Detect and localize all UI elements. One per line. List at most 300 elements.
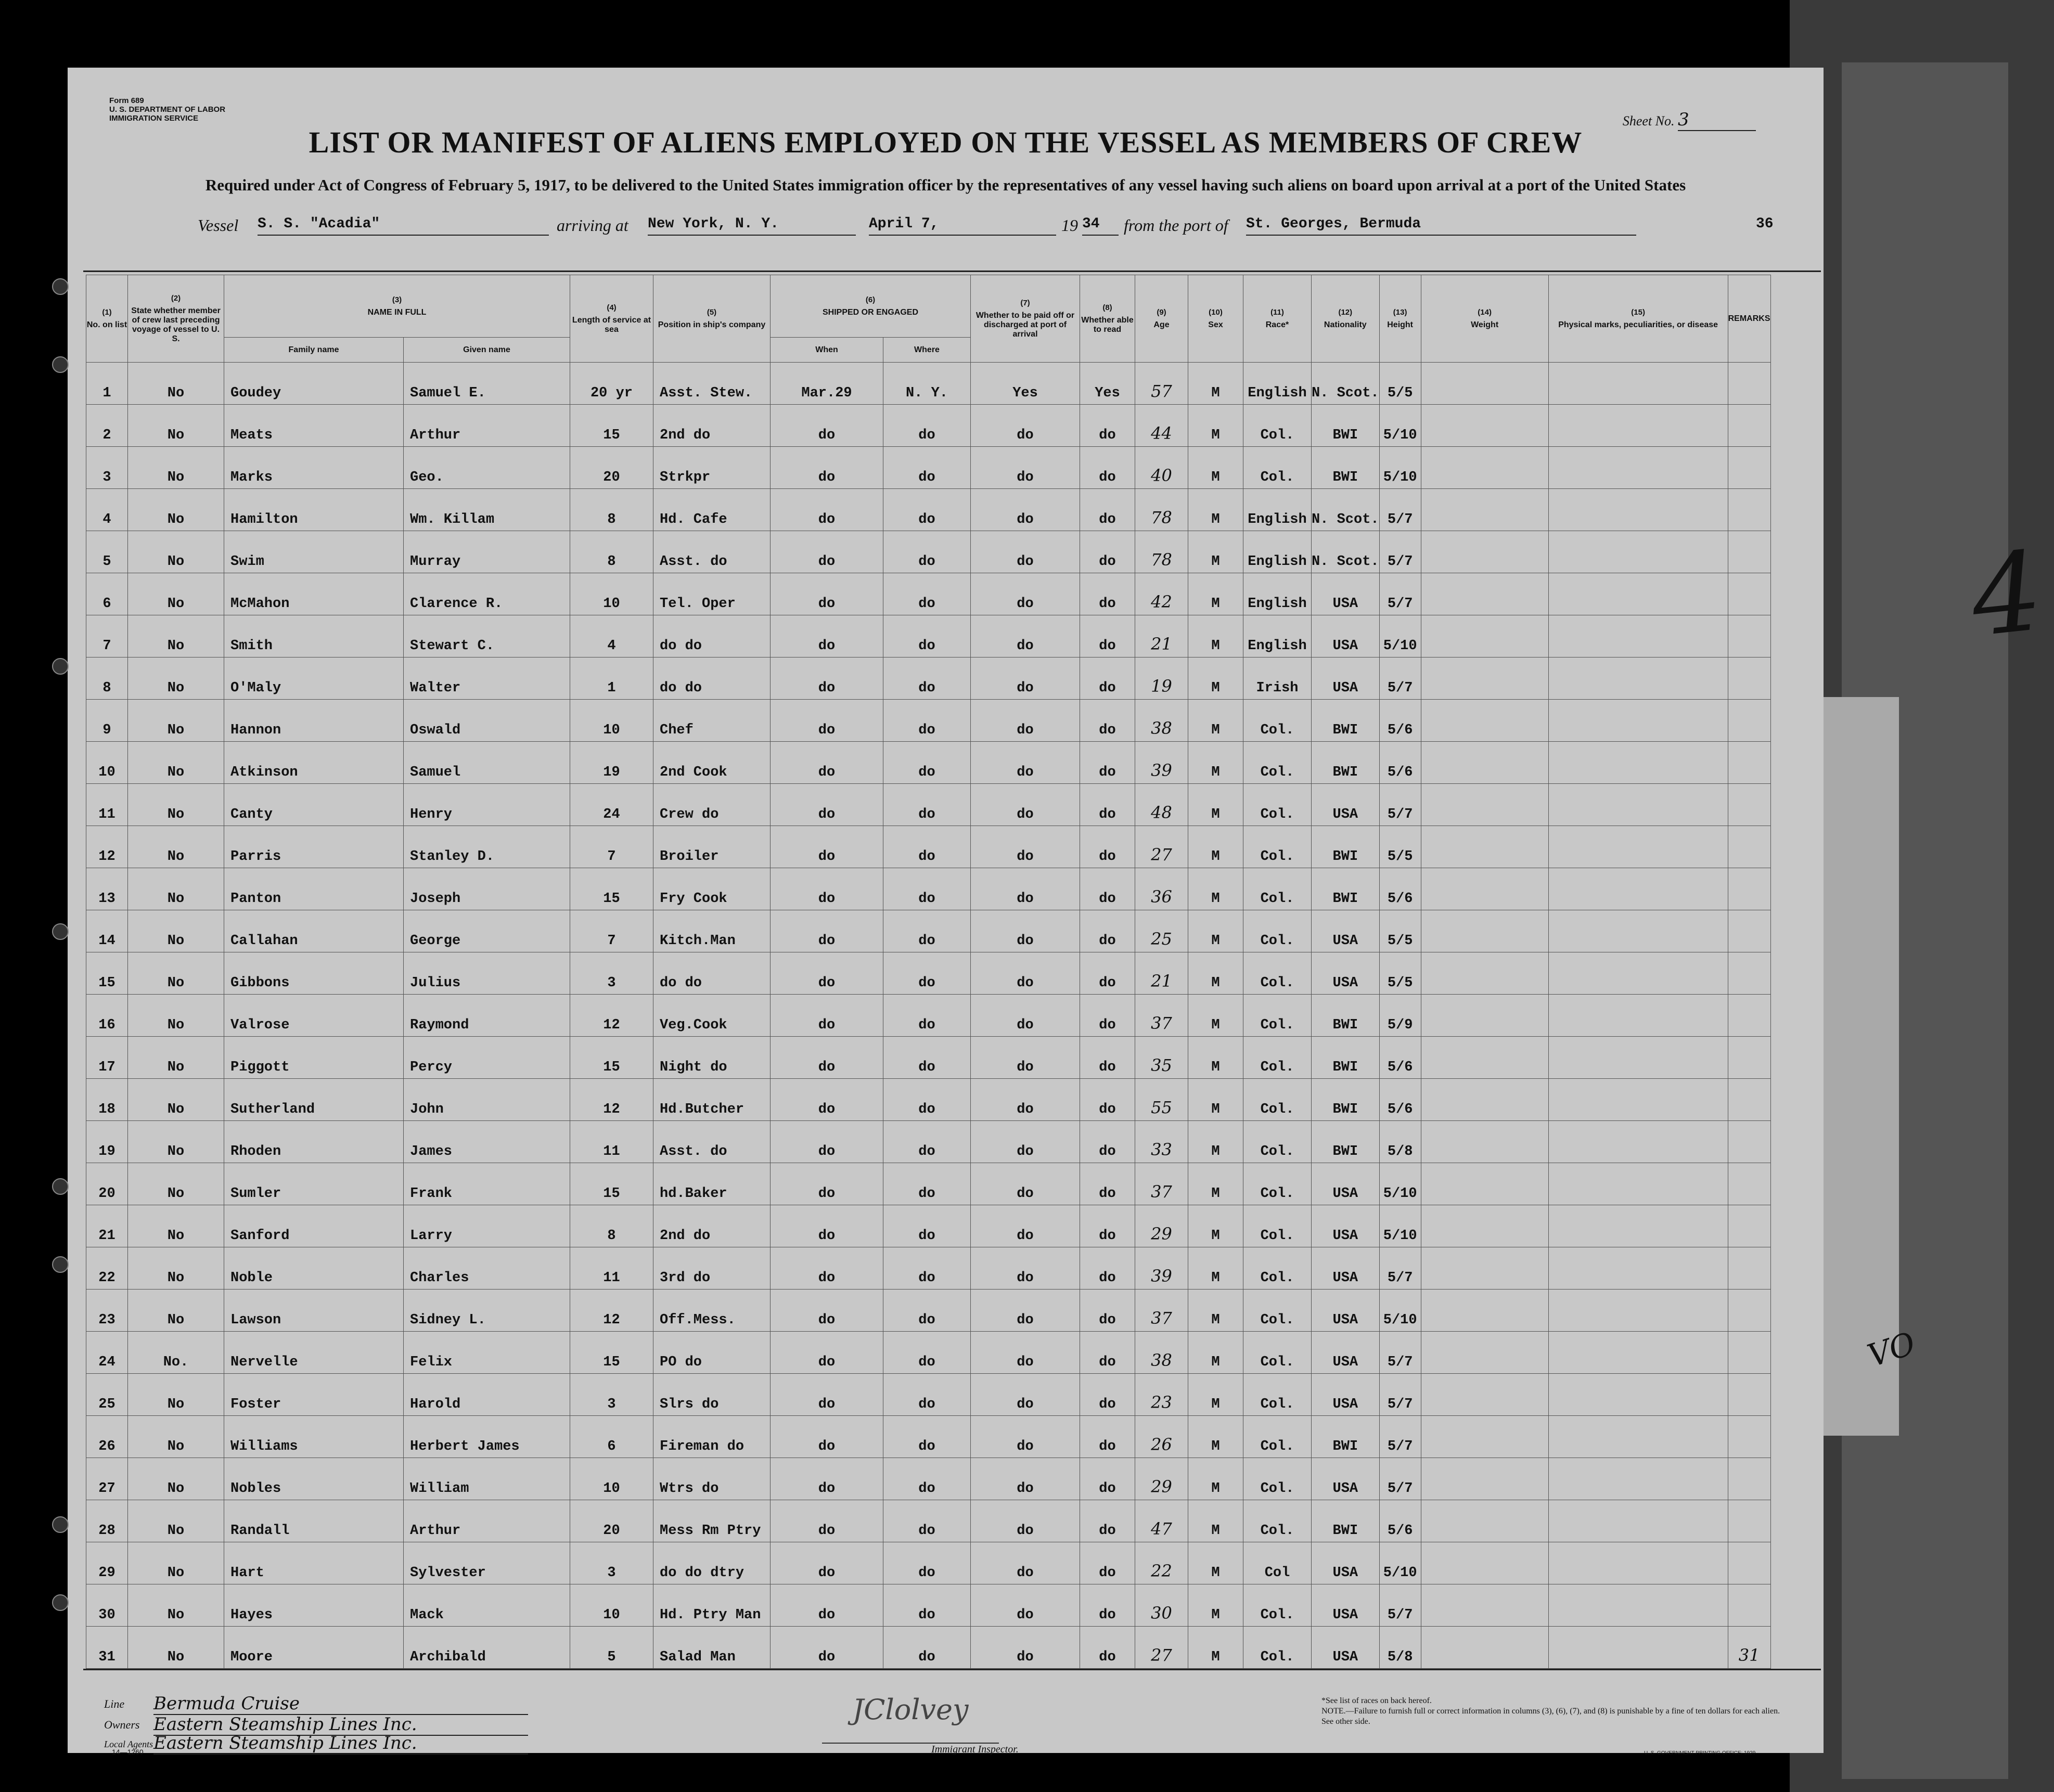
cell-sex: M [1188,784,1243,826]
cell-row-number: 7 [86,615,128,658]
cell-remarks [1728,1079,1770,1121]
cell-position: Asst. do [653,1121,771,1163]
cell-height: 5/6 [1379,1079,1421,1121]
cell-sex: M [1188,363,1243,405]
binder-hole [52,1178,69,1195]
cell-shipped-when: do [771,995,883,1037]
cell-row-number: 13 [86,868,128,910]
cell-race: Col. [1243,1037,1312,1079]
cell-shipped-when: do [771,1332,883,1374]
cell-shipped-when: do [771,1584,883,1627]
cell-shipped-when: do [771,1627,883,1669]
cell-physical-marks [1548,1458,1728,1500]
cell-family-name: Nobles [224,1458,404,1500]
cell-family-name: Nervelle [224,1332,404,1374]
cell-previous-voyage: No. [128,1332,224,1374]
binder-hole [52,356,69,373]
cell-remarks [1728,1374,1770,1416]
cell-physical-marks [1548,615,1728,658]
cell-service-length: 3 [570,1542,653,1584]
table-row [86,868,1771,910]
cell-shipped-when: do [771,405,883,447]
cell-nationality: USA [1312,1163,1380,1205]
cell-physical-marks [1548,1584,1728,1627]
cell-remarks [1728,868,1770,910]
cell-family-name: Hannon [224,700,404,742]
cell-previous-voyage: No [128,489,224,531]
cell-age: 23 [1135,1374,1188,1416]
cell-nationality: N. Scot. [1312,531,1380,573]
cell-race: English [1243,615,1312,658]
col-header-remarks: REMARKS [1728,275,1770,363]
col-header-height: (13) Height [1379,275,1421,363]
cell-race: Col. [1243,1163,1312,1205]
cell-service-length: 10 [570,1458,653,1500]
cell-height: 5/6 [1379,1500,1421,1542]
cell-race: Col. [1243,1332,1312,1374]
arrival-date: April 7, [869,216,1056,236]
cell-service-length: 20 [570,447,653,489]
bottom-rule [83,1669,1821,1670]
cell-weight [1421,952,1548,995]
cell-given-name: Clarence R. [404,573,570,615]
cell-position: Night do [653,1037,771,1079]
cell-row-number: 29 [86,1542,128,1584]
cell-nationality: N. Scot. [1312,489,1380,531]
cell-position: Hd. Cafe [653,489,771,531]
cell-age: 21 [1135,952,1188,995]
cell-given-name: Sylvester [404,1542,570,1584]
cell-sex: M [1188,405,1243,447]
cell-previous-voyage: No [128,1205,224,1247]
cell-race: Col. [1243,868,1312,910]
cell-sex: M [1188,910,1243,952]
cell-height: 5/6 [1379,700,1421,742]
cell-nationality: BWI [1312,700,1380,742]
cell-height: 5/10 [1379,615,1421,658]
cell-sex: M [1188,615,1243,658]
cell-family-name: Hamilton [224,489,404,531]
cell-service-length: 10 [570,573,653,615]
agents-label: Local Agents [104,1739,153,1749]
cell-able-to-read: do [1080,700,1135,742]
cell-height: 5/10 [1379,447,1421,489]
cell-shipped-where: do [883,1332,971,1374]
cell-physical-marks [1548,700,1728,742]
cell-weight [1421,742,1548,784]
cell-shipped-where: do [883,742,971,784]
cell-paid-off: do [971,1500,1080,1542]
cell-shipped-where: do [883,531,971,573]
cell-shipped-where: do [883,447,971,489]
cell-race: Col. [1243,952,1312,995]
cell-age: 29 [1135,1205,1188,1247]
cell-sex: M [1188,700,1243,742]
table-row [86,531,1771,573]
cell-weight [1421,1584,1548,1627]
cell-service-length: 12 [570,995,653,1037]
cell-sex: M [1188,1374,1243,1416]
cell-previous-voyage: No [128,784,224,826]
cell-able-to-read: do [1080,531,1135,573]
cell-paid-off: do [971,784,1080,826]
penalty-note: NOTE.—Failure to furnish full or correct information in columns (3), (6), (7), and (8) is punishable by a fine of ten dollars for each alien. See other side. [1321,1707,1780,1726]
cell-shipped-when: Mar.29 [771,363,883,405]
cell-paid-off: do [971,995,1080,1037]
cell-age: 29 [1135,1458,1188,1500]
cell-row-number: 12 [86,826,128,868]
cell-shipped-when: do [771,1416,883,1458]
cell-family-name: Atkinson [224,742,404,784]
col-header-shipped: (6) SHIPPED OR ENGAGED [771,275,971,338]
cell-able-to-read: do [1080,1627,1135,1669]
cell-weight [1421,1121,1548,1163]
cell-age: 19 [1135,658,1188,700]
cell-race: Col. [1243,1121,1312,1163]
table-row [86,1247,1771,1290]
cell-row-number: 15 [86,952,128,995]
cell-given-name: Charles [404,1247,570,1290]
cell-nationality: BWI [1312,447,1380,489]
cell-able-to-read: do [1080,1458,1135,1500]
cell-service-length: 10 [570,700,653,742]
cell-shipped-where: do [883,658,971,700]
cell-shipped-where: do [883,868,971,910]
cell-age: 40 [1135,447,1188,489]
cell-family-name: Williams [224,1416,404,1458]
cell-sex: M [1188,1416,1243,1458]
cell-paid-off: do [971,1037,1080,1079]
cell-shipped-when: do [771,447,883,489]
cell-sex: M [1188,1458,1243,1500]
line-value: Bermuda Cruise [153,1693,528,1715]
cell-family-name: Meats [224,405,404,447]
cell-service-length: 5 [570,1627,653,1669]
cell-race: Col. [1243,742,1312,784]
cell-age: 44 [1135,405,1188,447]
cell-height: 5/6 [1379,1037,1421,1079]
cell-family-name: Swim [224,531,404,573]
owners-value: Eastern Steamship Lines Inc. [153,1714,528,1736]
cell-previous-voyage: No [128,615,224,658]
cell-race: Col. [1243,405,1312,447]
cell-row-number: 31 [86,1627,128,1669]
cell-age: 30 [1135,1584,1188,1627]
cell-position: Wtrs do [653,1458,771,1500]
cell-service-length: 6 [570,1416,653,1458]
cell-nationality: BWI [1312,1500,1380,1542]
cell-physical-marks [1548,405,1728,447]
cell-service-length: 8 [570,531,653,573]
cell-given-name: Sidney L. [404,1290,570,1332]
cell-shipped-where: do [883,1163,971,1205]
sheet-label: Sheet No. [1622,113,1675,128]
cell-physical-marks [1548,826,1728,868]
cell-paid-off: do [971,658,1080,700]
cell-previous-voyage: No [128,363,224,405]
cell-physical-marks [1548,573,1728,615]
binder-hole [52,1516,69,1533]
cell-remarks [1728,615,1770,658]
cell-family-name: Hayes [224,1584,404,1627]
table-row [86,1458,1771,1500]
cell-remarks [1728,489,1770,531]
cell-shipped-when: do [771,1290,883,1332]
cell-previous-voyage: No [128,1416,224,1458]
inspector-label: Immigrant Inspector. [931,1744,1019,1755]
cell-weight [1421,615,1548,658]
cell-height: 5/10 [1379,405,1421,447]
cell-height: 5/7 [1379,658,1421,700]
cell-shipped-where: do [883,615,971,658]
cell-height: 5/5 [1379,363,1421,405]
cell-sex: M [1188,1205,1243,1247]
cell-race: English [1243,531,1312,573]
cell-paid-off: do [971,826,1080,868]
cell-sex: M [1188,1121,1243,1163]
cell-given-name: Archibald [404,1627,570,1669]
cell-age: 37 [1135,1163,1188,1205]
cell-race: English [1243,489,1312,531]
cell-row-number: 14 [86,910,128,952]
cell-paid-off: do [971,1416,1080,1458]
cell-paid-off: do [971,742,1080,784]
col-header-age: (9) Age [1135,275,1188,363]
cell-position: 3rd do [653,1247,771,1290]
col-header-name: (3) NAME IN FULL [224,275,570,338]
cell-age: 57 [1135,363,1188,405]
cell-previous-voyage: No [128,995,224,1037]
binder-hole [52,1594,69,1611]
cell-family-name: Canty [224,784,404,826]
footnotes [1321,1696,1790,1727]
col-header-read: (8) Whether able to read [1080,275,1135,363]
cell-given-name: Harold [404,1374,570,1416]
cell-sex: M [1188,447,1243,489]
cell-service-length: 11 [570,1121,653,1163]
cell-weight [1421,826,1548,868]
cell-position: 2nd Cook [653,742,771,784]
cell-able-to-read: do [1080,489,1135,531]
cell-family-name: Hart [224,1542,404,1584]
col-header-no: (1) No. on list [86,275,128,363]
cell-given-name: Felix [404,1332,570,1374]
cell-age: 25 [1135,910,1188,952]
cell-position: Mess Rm Ptry [653,1500,771,1542]
cell-row-number: 2 [86,405,128,447]
cell-age: 39 [1135,742,1188,784]
cell-family-name: Randall [224,1500,404,1542]
cell-position: Hd. Ptry Man [653,1584,771,1627]
cell-age: 39 [1135,1247,1188,1290]
cell-weight [1421,658,1548,700]
table-row [86,1500,1771,1542]
cell-weight [1421,1542,1548,1584]
line-label: Line [104,1697,125,1710]
cell-race: Col [1243,1542,1312,1584]
cell-shipped-where: do [883,405,971,447]
cell-sex: M [1188,1627,1243,1669]
cell-remarks [1728,826,1770,868]
year-prefix: 19 [1061,216,1078,235]
cell-height: 5/9 [1379,995,1421,1037]
cell-family-name: Noble [224,1247,404,1290]
cell-able-to-read: do [1080,1332,1135,1374]
cell-paid-off: do [971,1627,1080,1669]
cell-service-length: 20 [570,1500,653,1542]
cell-service-length: 7 [570,826,653,868]
cell-shipped-when: do [771,489,883,531]
cell-position: Salad Man [653,1627,771,1669]
cell-family-name: Piggott [224,1037,404,1079]
cell-weight [1421,784,1548,826]
cell-paid-off: do [971,868,1080,910]
cell-race: Col. [1243,1458,1312,1500]
cell-previous-voyage: No [128,742,224,784]
cell-previous-voyage: No [128,1500,224,1542]
cell-able-to-read: do [1080,1374,1135,1416]
cell-family-name: Valrose [224,995,404,1037]
cell-service-length: 15 [570,405,653,447]
cell-position: Strkpr [653,447,771,489]
owners-label: Owners [104,1718,140,1731]
cell-weight [1421,1205,1548,1247]
cell-position: Fireman do [653,1416,771,1458]
table-row [86,742,1771,784]
cell-weight [1421,1500,1548,1542]
cell-shipped-when: do [771,1458,883,1500]
cell-sex: M [1188,995,1243,1037]
cell-physical-marks [1548,868,1728,910]
page-title: LIST OR MANIFEST OF ALIENS EMPLOYED ON THE VESSEL AS MEMBERS OF CREW [309,125,1583,159]
cell-shipped-where: do [883,700,971,742]
cell-weight [1421,573,1548,615]
cell-sex: M [1188,742,1243,784]
cell-remarks: 31 [1728,1627,1770,1669]
cell-given-name: Arthur [404,1500,570,1542]
cell-remarks [1728,531,1770,573]
cell-weight [1421,700,1548,742]
sheet-value: 3 [1678,109,1756,131]
binder-hole [52,923,69,940]
cell-given-name: Stanley D. [404,826,570,868]
cell-shipped-where: do [883,1627,971,1669]
cell-nationality: USA [1312,1542,1380,1584]
cell-race: Col. [1243,910,1312,952]
cell-previous-voyage: No [128,1458,224,1500]
cell-row-number: 9 [86,700,128,742]
cell-able-to-read: do [1080,1542,1135,1584]
cell-nationality: USA [1312,573,1380,615]
table-row [86,784,1771,826]
page-subtitle: Required under Act of Congress of February 5, 1917, to be delivered to the United States immigration officer by the representatives of any vessel having such aliens on board upon arrival at a port of the United States [205,176,1686,194]
cell-weight [1421,1332,1548,1374]
cell-shipped-where: do [883,1121,971,1163]
cell-remarks [1728,995,1770,1037]
agents-value: Eastern Steamship Lines Inc. [153,1733,528,1755]
cell-physical-marks [1548,658,1728,700]
cell-sex: M [1188,658,1243,700]
table-row [86,363,1771,405]
cell-remarks [1728,910,1770,952]
cell-nationality: BWI [1312,826,1380,868]
margin-mark-small: VO [1863,1325,1920,1375]
form-number: Form 689 [109,96,144,105]
cell-able-to-read: do [1080,1416,1135,1458]
cell-age: 27 [1135,1627,1188,1669]
cell-position: Tel. Oper [653,573,771,615]
col-header-family-name: Family name [224,338,404,363]
cell-previous-voyage: No [128,826,224,868]
cell-given-name: James [404,1121,570,1163]
cell-shipped-when: do [771,615,883,658]
cell-family-name: Lawson [224,1290,404,1332]
cell-remarks [1728,952,1770,995]
cell-age: 36 [1135,868,1188,910]
cell-previous-voyage: No [128,1163,224,1205]
cell-able-to-read: do [1080,573,1135,615]
cell-shipped-when: do [771,531,883,573]
cell-nationality: N. Scot. [1312,363,1380,405]
cell-weight [1421,1290,1548,1332]
cell-physical-marks [1548,742,1728,784]
cell-weight [1421,1163,1548,1205]
cell-age: 37 [1135,995,1188,1037]
cell-nationality: USA [1312,1584,1380,1627]
cell-age: 38 [1135,700,1188,742]
col-header-sex: (10) Sex [1188,275,1243,363]
cell-paid-off: do [971,615,1080,658]
col-header-given-name: Given name [404,338,570,363]
cell-remarks [1728,1332,1770,1374]
table-row [86,1332,1771,1374]
cell-service-length: 15 [570,1163,653,1205]
cell-previous-voyage: No [128,1290,224,1332]
cell-shipped-where: do [883,952,971,995]
cell-service-length: 8 [570,1205,653,1247]
cell-previous-voyage: No [128,1627,224,1669]
cell-family-name: Sutherland [224,1079,404,1121]
cell-shipped-when: do [771,1247,883,1290]
cell-able-to-read: do [1080,1037,1135,1079]
cell-physical-marks [1548,1542,1728,1584]
table-row [86,1205,1771,1247]
cell-height: 5/10 [1379,1163,1421,1205]
cell-position: do do [653,952,771,995]
cell-paid-off: do [971,700,1080,742]
cell-paid-off: do [971,1163,1080,1205]
cell-able-to-read: do [1080,1500,1135,1542]
cell-position: Hd.Butcher [653,1079,771,1121]
cell-age: 48 [1135,784,1188,826]
cell-race: English [1243,363,1312,405]
cell-shipped-when: do [771,1500,883,1542]
cell-row-number: 27 [86,1458,128,1500]
table-row [86,1542,1771,1584]
cell-sex: M [1188,1247,1243,1290]
cell-height: 5/8 [1379,1121,1421,1163]
cell-race: Col. [1243,784,1312,826]
cell-age: 22 [1135,1542,1188,1584]
cell-shipped-when: do [771,700,883,742]
cell-sex: M [1188,573,1243,615]
arriving-label: arriving at [557,216,628,235]
cell-shipped-where: do [883,826,971,868]
cell-age: 35 [1135,1037,1188,1079]
cell-physical-marks [1548,363,1728,405]
binder-hole [52,1256,69,1273]
cell-race: Irish [1243,658,1312,700]
